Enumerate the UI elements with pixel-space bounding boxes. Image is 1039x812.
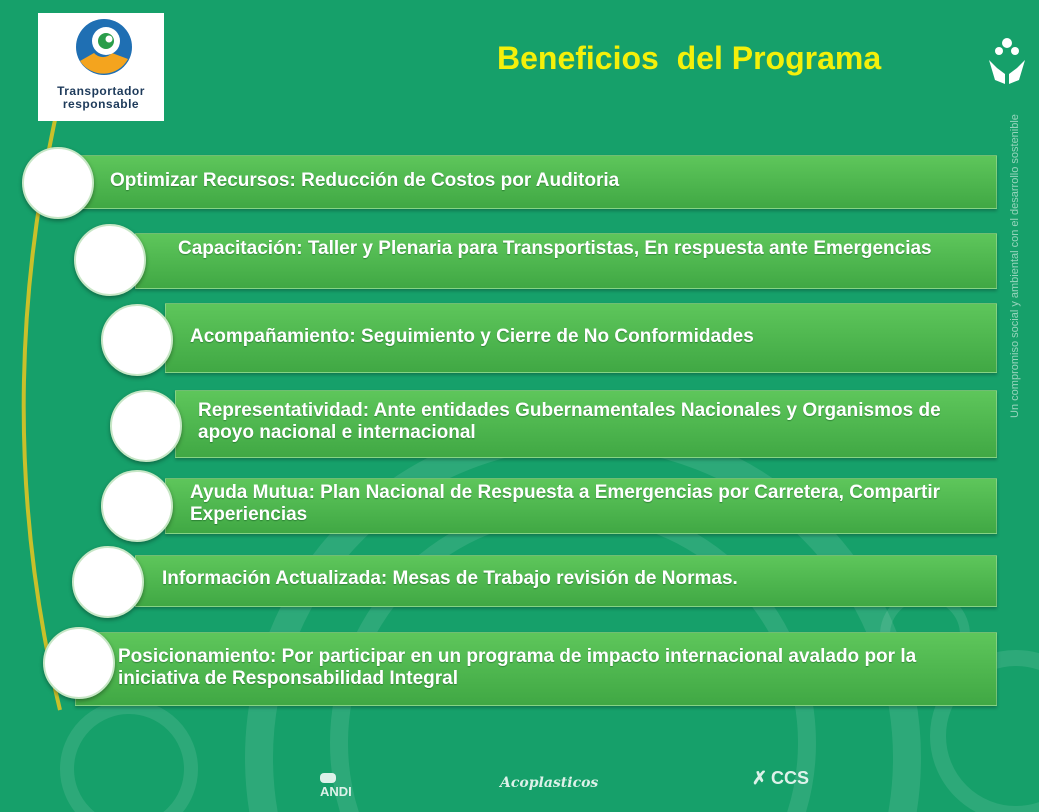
benefit-bullet-6 bbox=[72, 546, 144, 618]
transportador-responsable-logo bbox=[38, 13, 164, 121]
acoplasticos-logo: Acoplasticos bbox=[500, 775, 599, 791]
benefit-bullet-4 bbox=[110, 390, 182, 462]
benefit-bullet-5 bbox=[101, 470, 173, 542]
andi-mark-icon bbox=[320, 773, 336, 783]
benefit-text-5: Ayuda Mutua: Plan Nacional de Respuesta a Emergencias por Carretera, Compartir Experiencias bbox=[190, 482, 941, 525]
ccs-mark-icon: ✗ bbox=[752, 768, 768, 788]
benefit-bullet-7 bbox=[43, 627, 115, 699]
benefit-text-6: Información Actualizada: Mesas de Trabajo revisión de Normas. bbox=[162, 568, 738, 589]
page-title: Beneficios del Programa bbox=[497, 40, 882, 76]
benefit-text-4: Representatividad: Ante entidades Gubernamentales Nacionales y Organismos de apoyo nacional e internacional bbox=[198, 400, 941, 443]
logo-mark-icon bbox=[38, 13, 164, 85]
benefit-text-7: Posicionamiento: Por participar en un programa de impacto internacional avalado por la iniciativa de Responsabilidad Integral bbox=[118, 646, 917, 689]
benefit-text-3: Acompañamiento: Seguimiento y Cierre de No Conformidades bbox=[190, 326, 754, 347]
andi-logo: ANDI bbox=[320, 770, 352, 799]
benefit-text-2: Capacitación: Taller y Plenaria para Transportistas, En respuesta ante Emergencias bbox=[178, 238, 932, 259]
benefit-bullet-1 bbox=[22, 147, 94, 219]
benefit-bullet-2 bbox=[74, 224, 146, 296]
hands-care-icon bbox=[985, 34, 1029, 88]
benefit-text-1: Optimizar Recursos: Reducción de Costos por Auditoria bbox=[110, 170, 620, 191]
logo-text: Transportador responsable bbox=[57, 84, 145, 111]
vertical-tagline: Un compromiso social y ambiental con el desarrollo sostenible bbox=[1009, 114, 1021, 418]
ccs-logo: ✗ CCS bbox=[752, 768, 809, 788]
benefit-bullet-3 bbox=[101, 304, 173, 376]
